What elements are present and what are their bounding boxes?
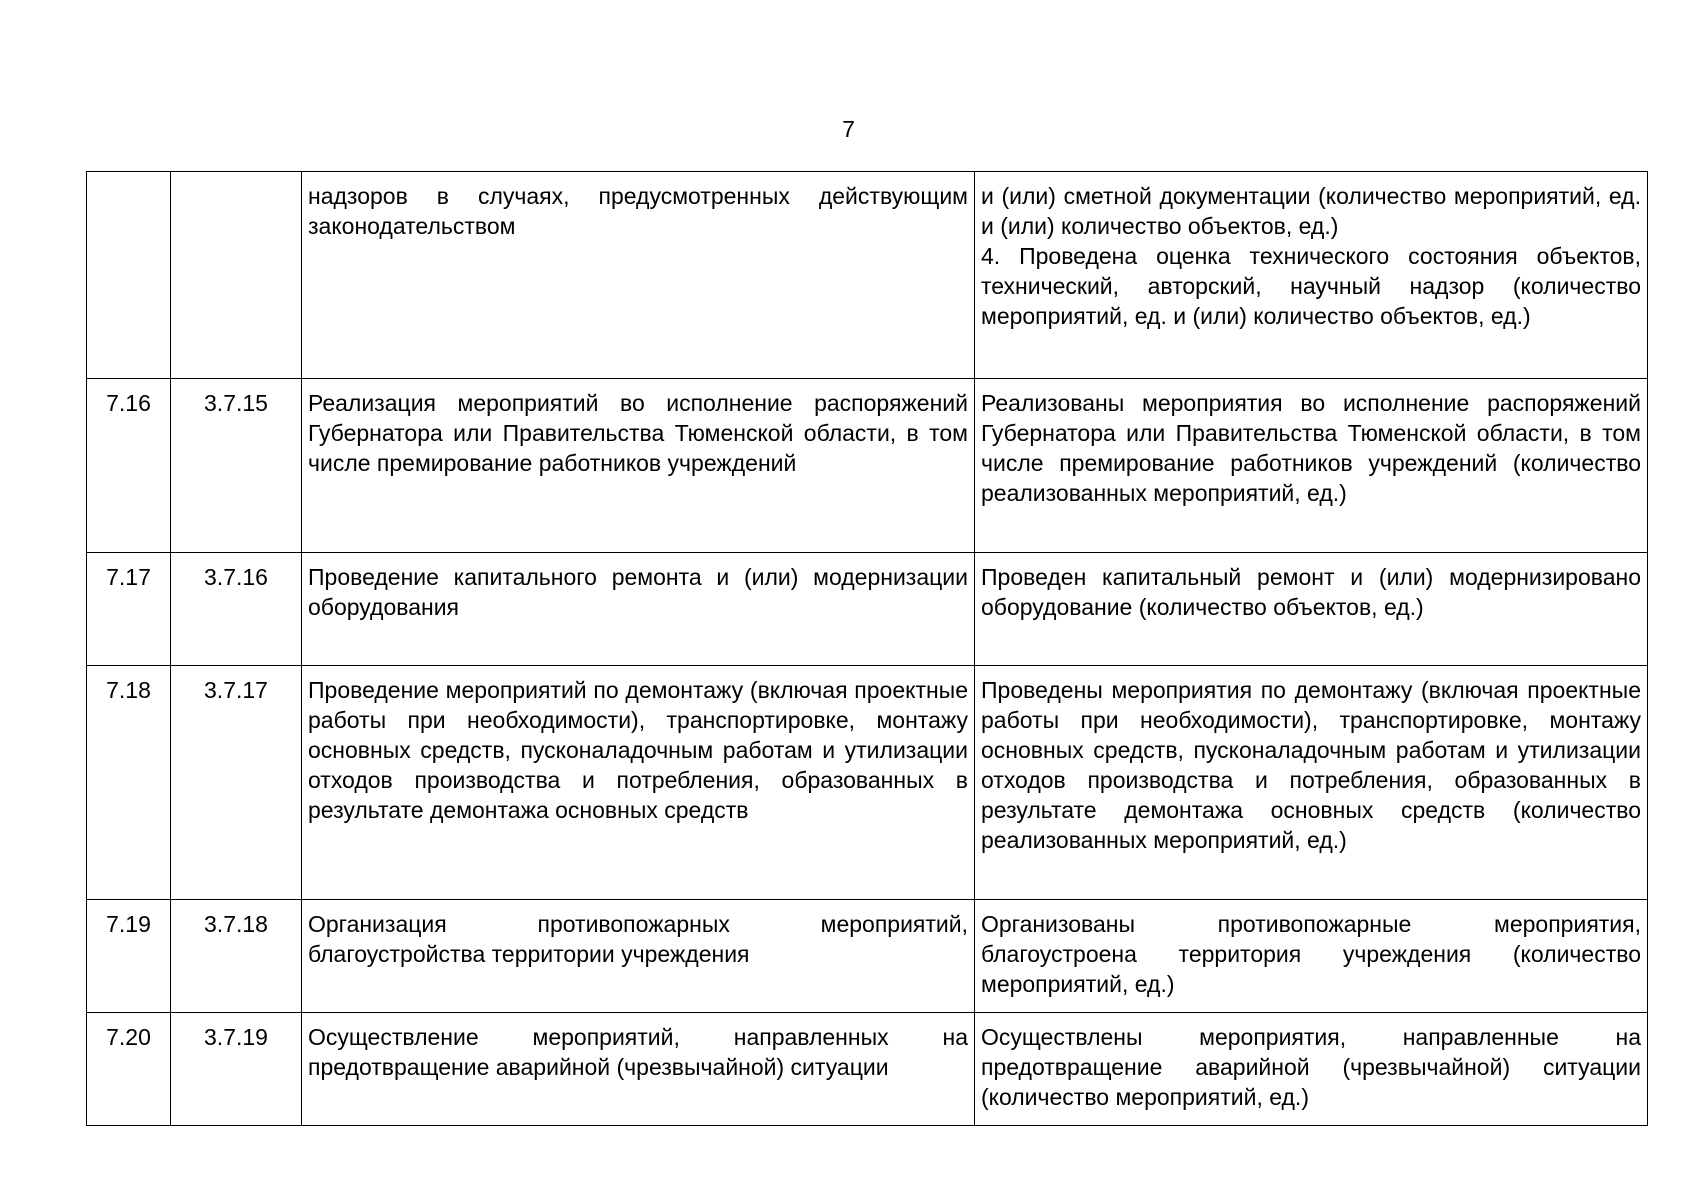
- row-code-cell: 3.7.17: [171, 666, 302, 900]
- row-number-cell: 7.18: [87, 666, 171, 900]
- table-row: [87, 1013, 1648, 1126]
- result-paragraph: Осуществлены мероприятия, направленные на предотвращение аварийной (чрезвычайной) ситуации (количество мероприятий, ед.): [981, 1024, 1641, 1110]
- action-cell: Организация противопожарных мероприятий, благоустройства территории учреждения: [302, 900, 975, 1013]
- result-cell: [975, 666, 1648, 900]
- page-number: 7: [842, 116, 855, 142]
- result-paragraph: Проведены мероприятия по демонтажу (включая проектные работы при необходимости), транспортировке, монтажу основных средств, пусконаладочным работам и утилизации отходов производства и потребления, образованных в результате демонтажа основных средств (количество реализованных мероприятий, ед.): [981, 677, 1641, 853]
- action-cell: надзоров в случаях, предусмотренных действующим законодательством: [302, 172, 975, 379]
- row-number-cell: 7.20: [87, 1013, 171, 1126]
- table-row: [87, 172, 1648, 379]
- result-cell: [975, 553, 1648, 666]
- row-number-cell: [87, 172, 171, 379]
- table-row: [87, 900, 1648, 1013]
- row-number-cell: 7.17: [87, 553, 171, 666]
- result-cell: [975, 379, 1648, 553]
- result-paragraph: Проведен капитальный ремонт и (или) модернизировано оборудование (количество объектов, ед.): [981, 564, 1641, 620]
- table-row: [87, 666, 1648, 900]
- row-code-cell: 3.7.15: [171, 379, 302, 553]
- result-cell: [975, 172, 1648, 379]
- action-cell: Проведение мероприятий по демонтажу (включая проектные работы при необходимости), транспортировке, монтажу основных средств, пусконаладочным работам и утилизации отходов производства и потребления, образованных в результате демонтажа основных средств: [302, 666, 975, 900]
- row-number-cell: 7.16: [87, 379, 171, 553]
- result-cell: [975, 900, 1648, 1013]
- row-code-cell: 3.7.18: [171, 900, 302, 1013]
- result-paragraph: Реализованы мероприятия во исполнение распоряжений Губернатора или Правительства Тюменской области, в том числе премирование работников учреждений (количество реализованных мероприятий, ед.): [981, 390, 1641, 506]
- action-cell: Реализация мероприятий во исполнение распоряжений Губернатора или Правительства Тюменской области, в том числе премирование работников учреждений: [302, 379, 975, 553]
- row-code-cell: 3.7.16: [171, 553, 302, 666]
- row-code-cell: [171, 172, 302, 379]
- table-row: [87, 379, 1648, 553]
- result-paragraph: 4. Проведена оценка технического состояния объектов, технический, авторский, научный надзор (количество мероприятий, ед. и (или) количество объектов, ед.): [981, 243, 1641, 329]
- result-paragraph: Организованы противопожарные мероприятия, благоустроена территория учреждения (количество мероприятий, ед.): [981, 911, 1641, 997]
- result-paragraph: и (или) сметной документации (количество мероприятий, ед. и (или) количество объектов, ед.): [981, 183, 1641, 239]
- action-cell: Осуществление мероприятий, направленных на предотвращение аварийной (чрезвычайной) ситуации: [302, 1013, 975, 1126]
- measures-table: [86, 171, 1648, 1126]
- action-cell: Проведение капитального ремонта и (или) модернизации оборудования: [302, 553, 975, 666]
- table-row: [87, 553, 1648, 666]
- row-number-cell: 7.19: [87, 900, 171, 1013]
- row-code-cell: 3.7.19: [171, 1013, 302, 1126]
- result-cell: [975, 1013, 1648, 1126]
